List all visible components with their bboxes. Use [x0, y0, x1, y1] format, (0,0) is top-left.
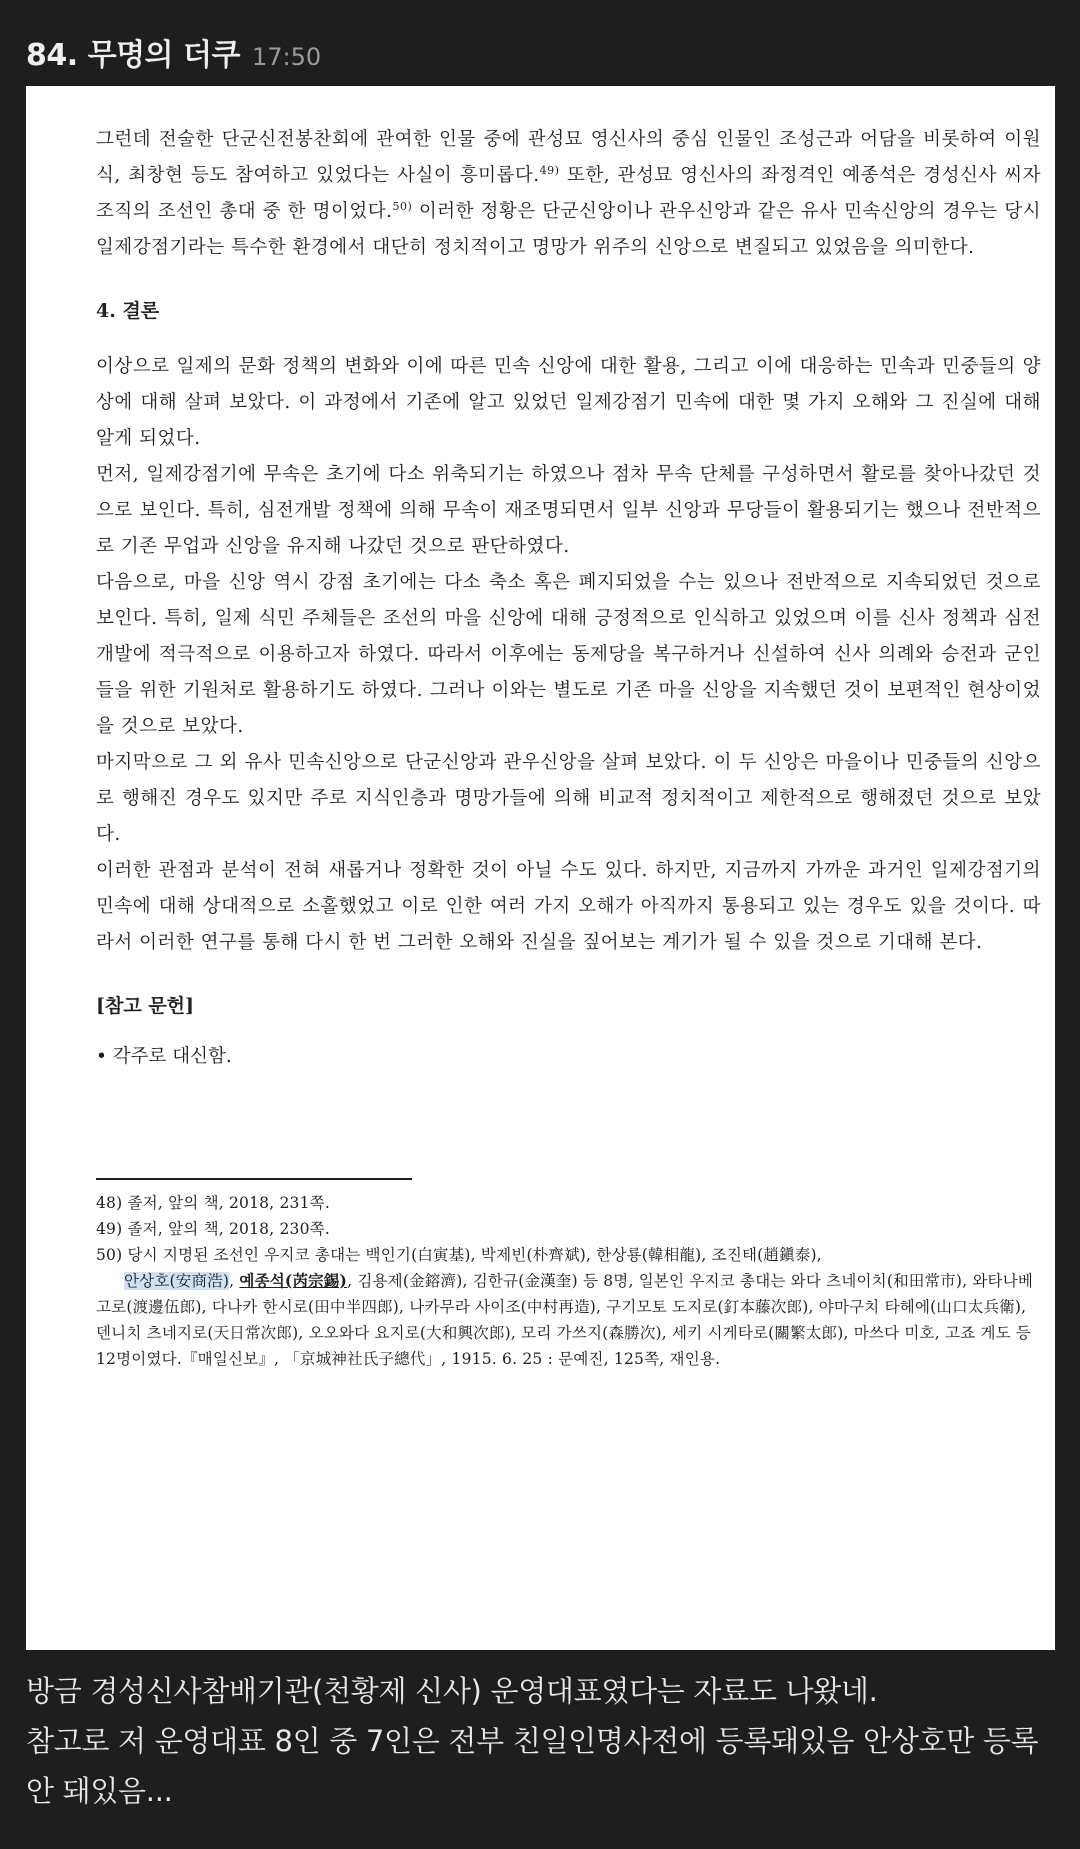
footnote-divider [96, 1178, 412, 1180]
post-header [26, 30, 321, 74]
references-title: [참고 문헌] [96, 995, 195, 1017]
footnote-ref-49: 49) [539, 163, 560, 177]
footnote-48: 48) 졸저, 앞의 책, 2018, 231쪽. [96, 1194, 330, 1212]
footnote-50-separator: , [229, 1272, 240, 1290]
comment-text [26, 1666, 1056, 1816]
footnote-50-text-b: , 김용제(金鎔濟), 김한규(金漢奎) 등 8명, 일본인 우지코 총대는 와다 츠네이치(和田常市), 와타나베고로(渡邊伍郎), 다나카 한시로(田中半四郎), 나카무라 사이조(中村再造), 구기모토 도지로(釘本藤次郎), 야마구치 타헤에(山口太兵衛), 덴니치 츠네지로(天日常次郎), 오오와다 요지로(大和興次郎), 모리 가쓰지(森勝次), 세키 시게타로(關繁太郎), 마쓰다 미호, 고죠 게도 등 12명이였다.『매일신보』, 「京城神社氏子總代」, 1915. 6. 25 : 문예진, 125쪽, 재인용. [96, 1272, 1034, 1368]
paragraph-6: 이러한 관점과 분석이 전혀 새롭거나 정확한 것이 아닐 수도 있다. 하지만, 지금까지 가까운 과거인 일제강점기의 민속에 대해 상대적으로 소홀했었고 이로 인한 여러 가지 오해가 아직까지 통용되고 있는 경우도 있을 것이다. 따라서 이러한 연구를 통해 다시 한 번 그러한 오해와 진실을 짚어보는 계기가 될 수 있을 것으로 기대해 본다. [96, 860, 1041, 953]
section-title-conclusion: 4. 결론 [96, 300, 160, 322]
comment-line-1: 방금 경성신사참배기관(천황제 신사) 운영대표였다는 자료도 나왔네. [26, 1674, 878, 1708]
footnote-50-text-a: 50) 당시 지명된 조선인 우지코 총대는 백인기(白寅基), 박제빈(朴齊斌), 한상룡(韓相龍), 조진태(趙鎭泰), [96, 1246, 822, 1264]
post-time: 17:50 [251, 43, 322, 71]
comment-line-2: 참고로 저 운영대표 8인 중 7인은 전부 친일인명사전에 등록돼있음 안상호만 등록 안 돼있음... [26, 1724, 1039, 1808]
document-image[interactable] [26, 86, 1055, 1650]
post-title[interactable]: 84. 무명의 더쿠 [26, 38, 240, 73]
footnote-50 [96, 1242, 1041, 1372]
paragraph-5: 마지막으로 그 외 유사 민속신앙으로 단군신앙과 관우신앙을 살펴 보았다. 이 두 신앙은 마을이나 민중들의 신앙으로 행해진 경우도 있지만 주로 지식인층과 명망가들에 의해 비교적 정치적이고 제한적으로 행해졌던 것으로 보았다. [96, 752, 1041, 845]
paragraph-1-text-b: 또한, 관성묘 영신사의 좌정격인 예종석은 경성신사 씨자 조직의 조선인 총대 중 한 명이었다. [96, 165, 1041, 222]
highlight-an-sang-ho: 안상호(安商浩) [124, 1272, 230, 1290]
paragraph-1-text-a: 그런데 전술한 단군신전봉찬회에 관여한 인물 중에 관성묘 영신사의 중심 인물인 조성근과 어담을 비롯하여 이원식, 최창현 등도 참여하고 있었다는 사실이 흥미롭다. [96, 129, 1041, 186]
paragraph-1-text-c: 이러한 정황은 단군신앙이나 관우신앙과 같은 유사 민속신앙의 경우는 당시 일제강점기라는 특수한 환경에서 대단히 정치적이고 명망가 위주의 신앙으로 변질되고 있었음을 의미한다. [96, 201, 1041, 258]
references-item: • 각주로 대신함. [96, 1046, 232, 1067]
paragraph-4: 다음으로, 마을 신앙 역시 강점 초기에는 다소 축소 혹은 폐지되었을 수는 있으나 전반적으로 지속되었던 것으로 보인다. 특히, 일제 식민 주체들은 조선의 마을 신앙에 대해 긍정적으로 인식하고 있었으며 이를 신사 정책과 심전개발에 적극적으로 이용하고자 하였다. 따라서 이후에는 동제당을 복구하거나 신설하여 신사 의례와 승전과 군인들을 위한 기원처로 활용하기도 하였다. 그러나 이와는 별도로 기존 마을 신앙을 지속했던 것이 보편적인 현상이었을 것으로 보았다. [96, 572, 1041, 737]
paragraph-3: 먼저, 일제강점기에 무속은 초기에 다소 위축되기는 하였으나 점차 무속 단체를 구성하면서 활로를 찾아나갔던 것으로 보인다. 특히, 심전개발 정책에 의해 무속이 재조명되면서 일부 신앙과 무당들이 활용되기는 했으나 전반적으로 기존 무업과 신앙을 유지해 나갔던 것으로 판단하였다. [96, 464, 1041, 557]
highlight-ye-jong-seok: 예종석(芮宗錫) [239, 1271, 348, 1290]
footnote-49: 49) 졸저, 앞의 책, 2018, 230쪽. [96, 1220, 330, 1238]
paragraph-2: 이상으로 일제의 문화 정책의 변화와 이에 따른 민속 신앙에 대한 활용, 그리고 이에 대응하는 민속과 민중들의 양상에 대해 살펴 보았다. 이 과정에서 기존에 알고 있었던 일제강점기 민속에 대한 몇 가지 오해와 그 진실에 대해 알게 되었다. [96, 356, 1041, 449]
footnote-ref-50: 50) [392, 199, 413, 213]
paragraph-1 [96, 122, 1041, 266]
